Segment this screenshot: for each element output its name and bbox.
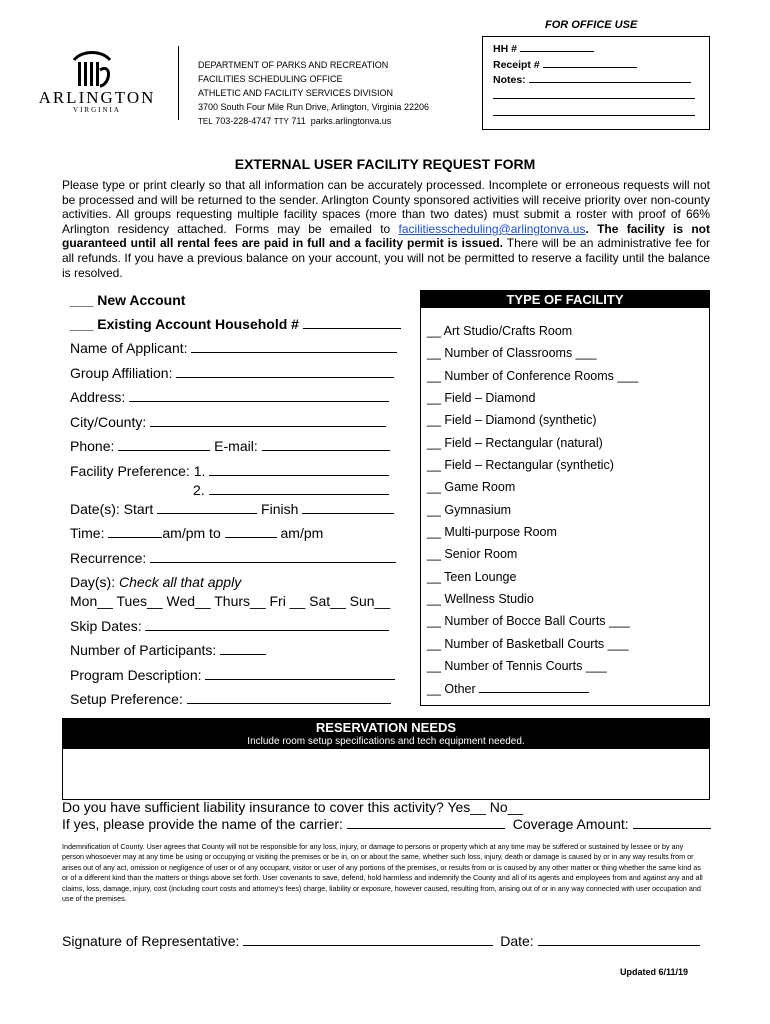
dates-line xyxy=(70,501,394,517)
coverage-field[interactable] xyxy=(633,816,711,829)
email-link[interactable]: facilitiesscheduling@arlingtonva.us xyxy=(398,221,586,236)
facility-option[interactable]: __ Wellness Studio xyxy=(427,592,534,606)
recurrence-field[interactable] xyxy=(150,550,396,563)
ampm-label: am/pm xyxy=(280,525,324,541)
facility-option[interactable]: __ Number of Classrooms ___ xyxy=(427,346,597,360)
facility-option[interactable]: __ Gymnasium xyxy=(427,503,512,517)
facility-option[interactable]: __ Multi-purpose Room xyxy=(427,525,557,539)
intro-bold-text: . The facility is not guaranteed until all rental fees are paid in full and a facility permit is issued. xyxy=(62,221,711,251)
receipt-field[interactable] xyxy=(543,57,637,68)
applicant-field[interactable] xyxy=(191,340,397,353)
arlington-house-logo-icon xyxy=(72,48,112,90)
preference-2-field[interactable] xyxy=(209,482,389,495)
header-divider xyxy=(178,46,179,120)
logo-wordmark: ARLINGTON xyxy=(38,88,156,107)
existing-account-line xyxy=(70,316,401,332)
start-date-label: Date(s): Start xyxy=(70,501,154,517)
phone-field[interactable] xyxy=(118,438,210,451)
facility-option[interactable]: __ Field – Rectangular (synthetic) xyxy=(427,458,614,472)
email-label: E-mail: xyxy=(214,438,258,454)
address-field[interactable] xyxy=(129,389,389,402)
group-line xyxy=(70,365,394,381)
participants-field[interactable] xyxy=(220,642,266,655)
address-line xyxy=(70,389,389,405)
start-time-field[interactable] xyxy=(108,525,162,538)
facility-option[interactable]: __ Teen Lounge xyxy=(427,570,517,584)
email-field[interactable] xyxy=(262,438,390,451)
preference-1-line xyxy=(70,463,389,479)
hh-field[interactable] xyxy=(520,41,594,52)
phone-email-line xyxy=(70,438,390,454)
date-field[interactable] xyxy=(538,933,700,946)
receipt-label: Receipt # xyxy=(493,59,540,71)
signature-line xyxy=(62,933,700,949)
reservation-needs-header xyxy=(63,719,709,749)
reservation-needs-box[interactable] xyxy=(62,718,710,800)
facility-option[interactable]: __ Field – Rectangular (natural) xyxy=(427,436,603,450)
participants-line xyxy=(70,642,266,658)
office-use-box xyxy=(482,36,710,130)
updated-date: Updated 6/11/19 xyxy=(620,967,689,977)
notes-label: Notes: xyxy=(493,74,526,86)
facility-option[interactable]: __ Number of Conference Rooms ___ xyxy=(427,369,639,383)
preference-2-label: 2. xyxy=(193,482,205,498)
household-number-field[interactable] xyxy=(303,316,401,329)
tty-label: TTY xyxy=(273,117,289,126)
receipt-line xyxy=(493,57,637,71)
tel-label: TEL xyxy=(198,117,213,126)
facility-option[interactable]: __ Field – Diamond (synthetic) xyxy=(427,413,597,427)
intro-paragraph xyxy=(62,178,710,280)
signature-field[interactable] xyxy=(243,933,493,946)
phone-label: Phone: xyxy=(70,438,115,454)
facility-option[interactable]: __ Number of Tennis Courts ___ xyxy=(427,659,607,673)
skip-dates-label: Skip Dates: xyxy=(70,618,142,634)
preference-2-line xyxy=(193,482,389,498)
notes-field[interactable] xyxy=(529,72,691,83)
dept-line: 3700 South Four Mile Run Drive, Arlington, Virginia 22206 xyxy=(198,102,429,112)
dept-line: DEPARTMENT OF PARKS AND RECREATION xyxy=(198,60,389,70)
participants-label: Number of Participants: xyxy=(70,642,217,658)
coverage-label: Coverage Amount: xyxy=(512,816,629,832)
office-use-title: FOR OFFICE USE xyxy=(545,19,638,31)
skip-dates-line xyxy=(70,618,389,634)
facility-option[interactable]: __ Field – Diamond xyxy=(427,391,536,405)
reservation-needs-title: RESERVATION NEEDS xyxy=(315,720,457,735)
intro-text-end: There will be an administrative fee for all refunds. If you have a previous balance on your account, you will not be permitted to reserve a facility until the balance is resolved. xyxy=(62,236,710,280)
facility-type-title: TYPE OF FACILITY xyxy=(421,291,709,308)
facility-type-box xyxy=(420,290,710,706)
notes-line xyxy=(493,72,691,86)
group-label: Group Affiliation: xyxy=(70,365,173,381)
skip-dates-field[interactable] xyxy=(145,618,389,631)
setup-line xyxy=(70,691,391,707)
notes-blank-line[interactable] xyxy=(493,115,695,116)
program-label: Program Description: xyxy=(70,667,202,683)
days-line xyxy=(70,574,241,590)
time-label: Time: xyxy=(70,525,105,541)
time-line xyxy=(70,525,323,541)
reservation-needs-subtitle: Include room setup specifications and tech equipment needed. xyxy=(247,736,525,747)
facility-option[interactable]: __ Game Room xyxy=(427,480,516,494)
tel-number: 703-228-4747 xyxy=(215,116,272,126)
address-label: Address: xyxy=(70,389,126,405)
finish-date-field[interactable] xyxy=(302,501,394,514)
city-line xyxy=(70,414,386,430)
dept-line: FACILITIES SCHEDULING OFFICE xyxy=(198,74,343,84)
facility-option[interactable]: __ Senior Room xyxy=(427,547,518,561)
department-address-block xyxy=(198,58,429,129)
insurance-question[interactable]: Do you have sufficient liability insurance to cover this activity? Yes__ No__ xyxy=(62,799,524,815)
facility-option[interactable]: __ Number of Bocce Ball Courts ___ xyxy=(427,614,630,628)
applicant-line xyxy=(70,340,397,356)
hh-line xyxy=(493,41,594,55)
weekdays-checklist[interactable]: Mon__ Tues__ Wed__ Thurs__ Fri __ Sat__ Sun__ xyxy=(70,593,391,609)
signature-label: Signature of Representative: xyxy=(62,933,240,949)
logo-state: VIRGINIA xyxy=(73,106,121,114)
applicant-label: Name of Applicant: xyxy=(70,340,188,356)
city-label: City/County: xyxy=(70,414,147,430)
indemnification-text: Indemnification of County. User agrees that County will not be responsible for any loss, injury, or damage to persons or property which at any time may be suffered or sustained by lessee or by any person whosoever may at any time be using or occupying or visiting the premises or be in, on or about the same, whether such loss, injury, death or damage is caused by or in any way results from or arises out of any act, omission or negligence of user or of any occupant, visitor or user of any portions of the premises, or results from or is caused by any other matter or thing whether the same kind as or of a different kind than the matters or things above set forth. User covenants to save, defend, hold harmless and indemnify the County and all of its agents and employees from and against any and all claims, loss, damage, injury, cost (including court costs and attorney's fees) charge, liability or exposure, however caused, resulting from, arising out of or in any way connected with user occupation and use of the premises. xyxy=(62,842,703,904)
facility-option[interactable]: __ Art Studio/Crafts Room xyxy=(427,324,573,338)
facility-other-field[interactable] xyxy=(479,681,589,693)
website-link[interactable]: parks.arlingtonva.us xyxy=(310,116,392,126)
carrier-label: If yes, please provide the name of the carrier: xyxy=(62,816,343,832)
setup-field[interactable] xyxy=(187,691,391,704)
carrier-line xyxy=(62,816,711,832)
facility-other-line xyxy=(427,681,589,696)
carrier-field[interactable] xyxy=(347,816,505,829)
tty-number: 711 xyxy=(291,116,306,126)
date-label: Date: xyxy=(500,933,534,949)
preference-1-field[interactable] xyxy=(209,463,389,476)
hh-label: HH # xyxy=(493,43,517,55)
program-field[interactable] xyxy=(205,667,395,680)
setup-label: Setup Preference: xyxy=(70,691,183,707)
existing-account-option[interactable]: ___ Existing Account Household # xyxy=(70,316,299,332)
preference-1-label: Facility Preference: 1. xyxy=(70,463,206,479)
intro-text: Please type or print clearly so that all information can be accurately processed. Incomplete or erroneous requests will not be processed and will be returned to the sender. Arlington County sponsored activities will receive priority over non-county activities. All groups requesting multiple facility spaces (more than two dates) must submit a roster with proof of 66% Arlington residency attached. Forms may be emailed to xyxy=(62,178,710,236)
city-field[interactable] xyxy=(150,414,386,427)
group-field[interactable] xyxy=(176,365,394,378)
days-label: Day(s): xyxy=(70,574,116,590)
new-account-option[interactable]: ___ New Account xyxy=(70,292,186,308)
dept-line: ATHLETIC AND FACILITY SERVICES DIVISION xyxy=(198,88,394,98)
contact-line xyxy=(198,114,429,129)
facility-option[interactable]: __ Number of Basketball Courts ___ xyxy=(427,637,629,651)
ampm-to-label: am/pm to xyxy=(162,525,221,541)
facility-option-other[interactable]: __ Other xyxy=(427,682,476,696)
end-time-field[interactable] xyxy=(225,525,277,538)
days-hint: Check all that apply xyxy=(119,574,242,590)
notes-blank-line[interactable] xyxy=(493,98,695,99)
recurrence-line xyxy=(70,550,396,566)
recurrence-label: Recurrence: xyxy=(70,550,147,566)
finish-date-label: Finish xyxy=(261,501,299,517)
form-title: EXTERNAL USER FACILITY REQUEST FORM xyxy=(234,156,536,172)
program-line xyxy=(70,667,395,683)
start-date-field[interactable] xyxy=(157,501,257,514)
